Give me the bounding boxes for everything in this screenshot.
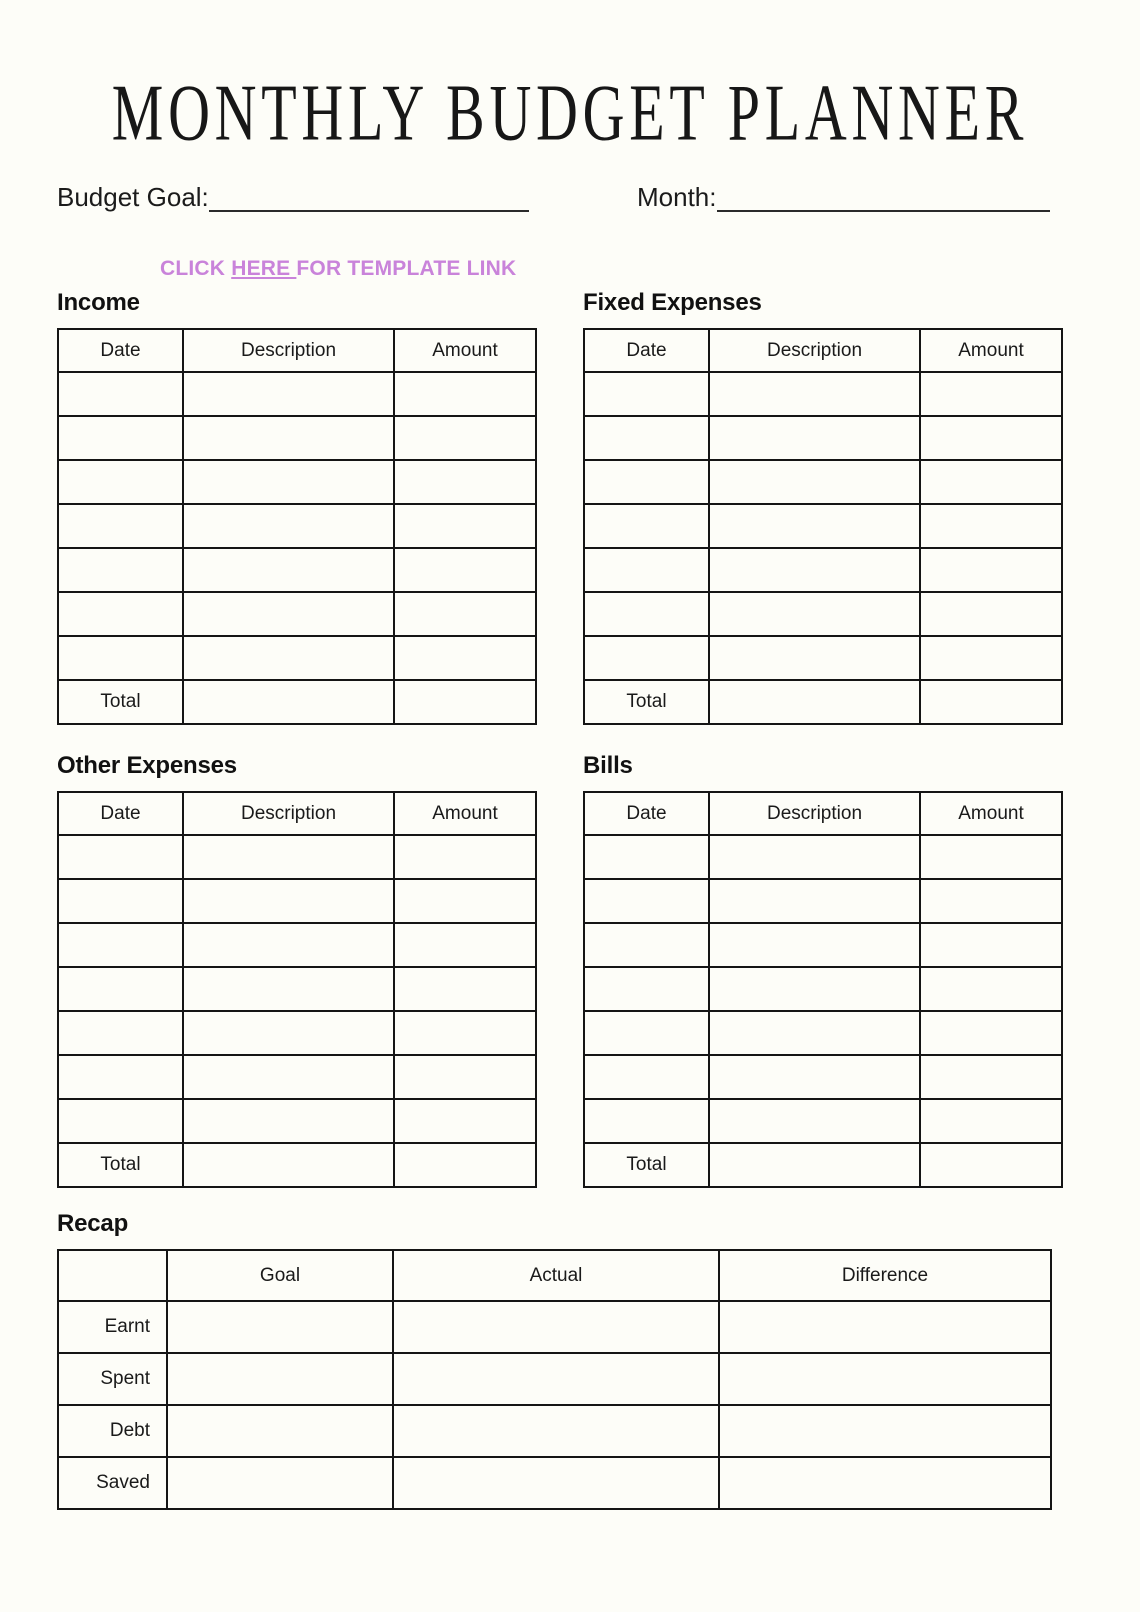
table-row (58, 1301, 1051, 1353)
section-other-expenses (57, 753, 537, 1188)
cell-date[interactable] (584, 835, 709, 879)
cell-description[interactable] (709, 636, 920, 680)
cell-date[interactable] (584, 504, 709, 548)
column-header-date: Date (584, 329, 709, 372)
month-label: Month: (637, 182, 717, 212)
table-row (584, 967, 1062, 1011)
cell-description[interactable] (709, 967, 920, 1011)
cell-date[interactable] (58, 1055, 183, 1099)
table-row (584, 548, 1062, 592)
budget-goal-label: Budget Goal: (57, 182, 209, 212)
section-heading-other-expenses: Other Expenses (57, 752, 237, 779)
recap-row-label-saved: Saved (58, 1457, 167, 1509)
table-header-row (584, 792, 1062, 835)
table-row (584, 879, 1062, 923)
total-description[interactable] (183, 1143, 394, 1187)
income-table (57, 328, 537, 725)
table-row (58, 416, 536, 460)
table-row (58, 967, 536, 1011)
section-fixed-expenses (583, 290, 1063, 725)
template-link-here[interactable]: HERE (231, 257, 297, 280)
table-header-row (58, 329, 536, 372)
table-row (584, 460, 1062, 504)
cell-description[interactable] (709, 592, 920, 636)
cell-amount[interactable] (920, 879, 1062, 923)
other-expenses-table (57, 791, 537, 1188)
table-header-row (584, 329, 1062, 372)
bills-table (583, 791, 1063, 1188)
cell-description[interactable] (183, 592, 394, 636)
table-row (58, 1405, 1051, 1457)
column-header-description: Description (709, 329, 920, 372)
column-header-description: Description (183, 792, 394, 835)
cell-goal[interactable] (167, 1405, 393, 1457)
cell-date[interactable] (584, 548, 709, 592)
table-row (584, 416, 1062, 460)
cell-amount[interactable] (920, 636, 1062, 680)
cell-goal[interactable] (167, 1457, 393, 1509)
table-row (584, 835, 1062, 879)
cell-difference[interactable] (719, 1405, 1051, 1457)
column-header-date: Date (584, 792, 709, 835)
cell-date[interactable] (58, 923, 183, 967)
table-row (58, 923, 536, 967)
cell-amount[interactable] (920, 835, 1062, 879)
cell-amount[interactable] (920, 372, 1062, 416)
cell-description[interactable] (183, 923, 394, 967)
cell-description[interactable] (709, 372, 920, 416)
cell-description[interactable] (183, 1011, 394, 1055)
cell-date[interactable] (58, 879, 183, 923)
cell-date[interactable] (58, 548, 183, 592)
cell-date[interactable] (58, 592, 183, 636)
cell-date[interactable] (584, 636, 709, 680)
cell-amount[interactable] (920, 967, 1062, 1011)
cell-date[interactable] (58, 372, 183, 416)
table-row (584, 1099, 1062, 1143)
table-row (584, 592, 1062, 636)
section-bills (583, 753, 1063, 1188)
total-label: Total (584, 1143, 709, 1187)
column-header-difference: Difference (719, 1250, 1051, 1301)
total-amount[interactable] (394, 1143, 536, 1187)
cell-description[interactable] (183, 416, 394, 460)
section-heading-recap: Recap (57, 1210, 129, 1237)
cell-date[interactable] (58, 416, 183, 460)
cell-amount[interactable] (394, 1011, 536, 1055)
cell-date[interactable] (584, 460, 709, 504)
table-total-row (58, 1143, 536, 1187)
column-header-amount: Amount (394, 329, 536, 372)
cell-date[interactable] (58, 835, 183, 879)
cell-amount[interactable] (920, 460, 1062, 504)
table-row (58, 636, 536, 680)
table-row (584, 1055, 1062, 1099)
cell-date[interactable] (58, 967, 183, 1011)
total-label: Total (584, 680, 709, 724)
cell-amount[interactable] (394, 1055, 536, 1099)
month-input[interactable] (717, 182, 1050, 212)
table-row (584, 504, 1062, 548)
table-row (584, 923, 1062, 967)
section-income (57, 290, 537, 725)
month-field (637, 182, 1050, 212)
cell-amount[interactable] (394, 460, 536, 504)
cell-amount[interactable] (920, 416, 1062, 460)
budget-goal-field (57, 182, 529, 212)
cell-actual[interactable] (393, 1353, 719, 1405)
cell-description[interactable] (709, 548, 920, 592)
cell-description[interactable] (183, 1099, 394, 1143)
cell-description[interactable] (709, 1099, 920, 1143)
cell-amount[interactable] (920, 923, 1062, 967)
total-label: Total (58, 680, 183, 724)
cell-amount[interactable] (394, 835, 536, 879)
cell-date[interactable] (584, 967, 709, 1011)
table-row (58, 460, 536, 504)
column-header-amount: Amount (394, 792, 536, 835)
table-row (58, 592, 536, 636)
cell-difference[interactable] (719, 1353, 1051, 1405)
cell-amount[interactable] (394, 636, 536, 680)
table-header-row (58, 792, 536, 835)
cell-difference[interactable] (719, 1457, 1051, 1509)
cell-actual[interactable] (393, 1457, 719, 1509)
cell-date[interactable] (584, 372, 709, 416)
table-row (58, 1011, 536, 1055)
cell-description[interactable] (183, 372, 394, 416)
cell-description[interactable] (709, 460, 920, 504)
cell-description[interactable] (709, 416, 920, 460)
cell-date[interactable] (584, 1011, 709, 1055)
cell-amount[interactable] (920, 1011, 1062, 1055)
table-row (58, 1457, 1051, 1509)
table-row (584, 1011, 1062, 1055)
column-header-date: Date (58, 329, 183, 372)
column-header-amount: Amount (920, 329, 1062, 372)
table-row (58, 1353, 1051, 1405)
recap-row-label-earnt: Earnt (58, 1301, 167, 1353)
total-description[interactable] (709, 1143, 920, 1187)
cell-description[interactable] (183, 835, 394, 879)
cell-amount[interactable] (394, 592, 536, 636)
cell-date[interactable] (58, 636, 183, 680)
cell-description[interactable] (709, 1011, 920, 1055)
column-header-actual: Actual (393, 1250, 719, 1301)
cell-date[interactable] (584, 1055, 709, 1099)
cell-goal[interactable] (167, 1301, 393, 1353)
cell-amount[interactable] (394, 416, 536, 460)
section-heading-bills: Bills (583, 752, 633, 779)
column-header-description: Description (183, 329, 394, 372)
cell-date[interactable] (58, 504, 183, 548)
table-row (58, 1055, 536, 1099)
cell-amount[interactable] (394, 879, 536, 923)
cell-date[interactable] (584, 416, 709, 460)
cell-actual[interactable] (393, 1301, 719, 1353)
cell-date[interactable] (58, 460, 183, 504)
cell-date[interactable] (584, 879, 709, 923)
cell-amount[interactable] (394, 1099, 536, 1143)
column-header-goal: Goal (167, 1250, 393, 1301)
total-amount[interactable] (920, 680, 1062, 724)
cell-goal[interactable] (167, 1353, 393, 1405)
table-row (58, 372, 536, 416)
column-header-amount: Amount (920, 792, 1062, 835)
table-total-row (584, 680, 1062, 724)
total-label: Total (58, 1143, 183, 1187)
cell-description[interactable] (183, 504, 394, 548)
cell-amount[interactable] (394, 504, 536, 548)
recap-row-label-spent: Spent (58, 1353, 167, 1405)
cell-date[interactable] (584, 923, 709, 967)
total-description[interactable] (709, 680, 920, 724)
column-header-date: Date (58, 792, 183, 835)
cell-amount[interactable] (920, 504, 1062, 548)
table-row (58, 835, 536, 879)
template-link-prefix: CLICK (160, 257, 232, 280)
cell-amount[interactable] (920, 592, 1062, 636)
total-description[interactable] (183, 680, 394, 724)
table-header-row (58, 1250, 1051, 1301)
table-row (58, 879, 536, 923)
recap-table (57, 1249, 1052, 1510)
table-row (58, 504, 536, 548)
table-total-row (58, 680, 536, 724)
cell-actual[interactable] (393, 1405, 719, 1457)
total-amount[interactable] (920, 1143, 1062, 1187)
template-link-suffix: FOR TEMPLATE LINK (296, 257, 517, 280)
cell-description[interactable] (709, 1055, 920, 1099)
cell-description[interactable] (709, 504, 920, 548)
column-header-blank (58, 1250, 167, 1301)
cell-description[interactable] (709, 879, 920, 923)
cell-difference[interactable] (719, 1301, 1051, 1353)
cell-description[interactable] (709, 923, 920, 967)
cell-amount[interactable] (394, 548, 536, 592)
cell-description[interactable] (183, 879, 394, 923)
table-row (584, 636, 1062, 680)
cell-date[interactable] (58, 1099, 183, 1143)
column-header-description: Description (709, 792, 920, 835)
section-heading-income: Income (57, 289, 140, 316)
cell-amount[interactable] (394, 923, 536, 967)
cell-date[interactable] (584, 592, 709, 636)
table-row (58, 548, 536, 592)
budget-goal-input[interactable] (209, 182, 529, 212)
cell-amount[interactable] (920, 548, 1062, 592)
cell-description[interactable] (183, 548, 394, 592)
cell-description[interactable] (709, 835, 920, 879)
template-link[interactable] (160, 257, 516, 281)
cell-description[interactable] (183, 1055, 394, 1099)
total-amount[interactable] (394, 680, 536, 724)
cell-amount[interactable] (394, 372, 536, 416)
cell-amount[interactable] (920, 1055, 1062, 1099)
section-heading-fixed-expenses: Fixed Expenses (583, 289, 762, 316)
cell-date[interactable] (58, 1011, 183, 1055)
cell-description[interactable] (183, 460, 394, 504)
recap-row-label-debt: Debt (58, 1405, 167, 1457)
cell-description[interactable] (183, 967, 394, 1011)
table-total-row (584, 1143, 1062, 1187)
fixed-expenses-table (583, 328, 1063, 725)
table-row (58, 1099, 536, 1143)
cell-amount[interactable] (394, 967, 536, 1011)
section-recap (57, 1211, 1052, 1510)
page-title: MONTHLY BUDGET PLANNER (111, 69, 1029, 158)
cell-description[interactable] (183, 636, 394, 680)
cell-amount[interactable] (920, 1099, 1062, 1143)
table-row (584, 372, 1062, 416)
cell-date[interactable] (584, 1099, 709, 1143)
